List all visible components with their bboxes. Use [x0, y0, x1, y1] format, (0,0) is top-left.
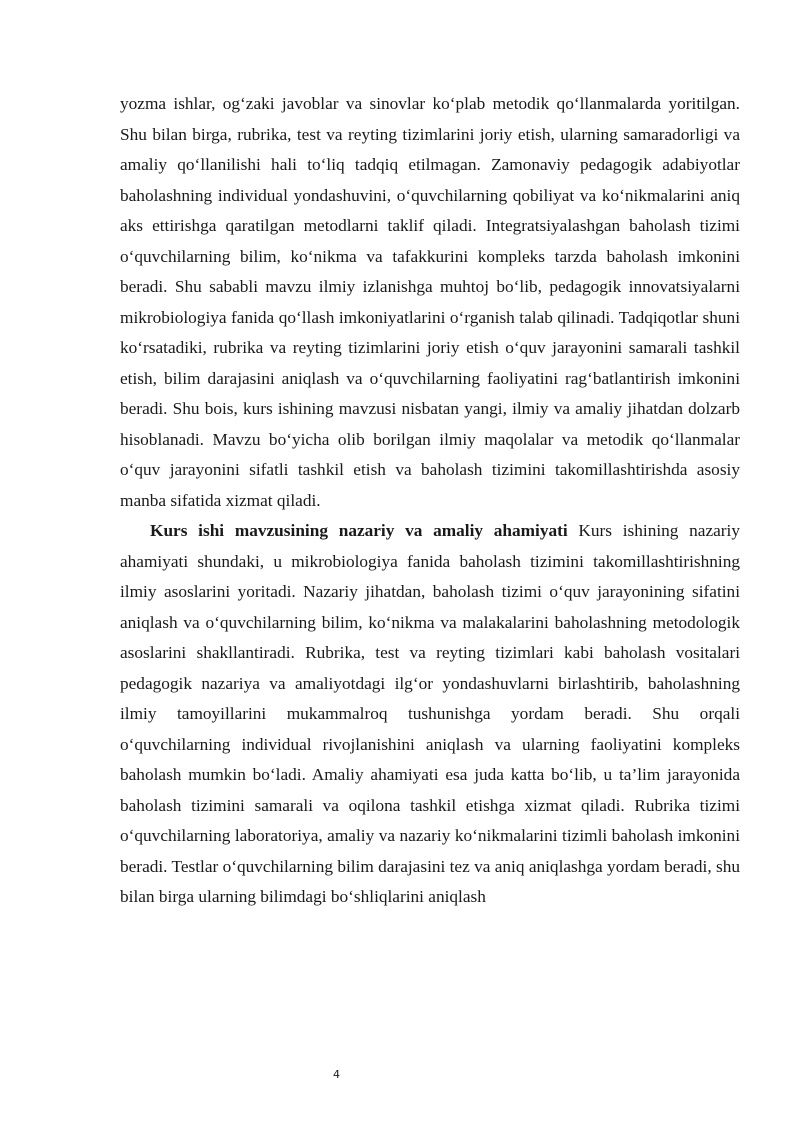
body-text — [120, 89, 740, 913]
page-number: 4 — [333, 1068, 340, 1081]
paragraph-significance-text: Kurs ishining nazariy ahamiyati shundaki, u mikrobiologiya fanida baholash tizimini takomillashtirishning ilmiy asoslarini yoritadi. Nazariy jihatdan, baholash tizimi o‘quv jarayonining sifatini aniqlash va o‘quvchilarning bilim, ko‘nikma va malakalarini baholashning metodologik asoslarini shakllantiradi. Rubrika, test va reyting tizimlari kabi baholash vositalari pedagogik nazariya va amaliyotdagi ilg‘or yondashuvlarni birlashtirib, baholashning ilmiy tamoyillarini mukammalroq tushunishga yordam beradi. Shu orqali o‘quvchilarning individual rivojlanishini aniqlash va ularning faoliyatini kompleks baholash mumkin bo‘ladi. Amaliy ahamiyati esa juda katta bo‘lib, u ta’lim jarayonida baholash tizimini samarali va oqilona tashkil etishga xizmat qiladi. Rubrika tizimi o‘quvchilarning laboratoriya, amaliy va nazariy ko‘nikmalarini tizimli baholash imkonini beradi. Testlar o‘quvchilarning bilim darajasini tez va aniq aniqlashga yordam beradi, shu bilan birga ularning bilimdagi bo‘shliqlarini aniqlash — [120, 521, 740, 906]
paragraph-significance — [120, 516, 740, 913]
section-heading: Kurs ishi mavzusining nazariy va amaliy ahamiyati — [150, 521, 568, 540]
paragraph-continuation: yozma ishlar, og‘zaki javoblar va sinovlar ko‘plab metodik qo‘llanmalarda yoritilgan. Shu bilan birga, rubrika, test va reyting tizimlarini joriy etish, ularning samaradorligi va amaliy qo‘llanilishi hali to‘liq tadqiq etilmagan. Zamonaviy pedagogik adabiyotlar baholashning individual yondashuvini, o‘quvchilarning qobiliyat va ko‘nikmalarini aniq aks ettirishga qaratilgan metodlarni taklif qiladi. Integratsiyalashgan baholash tizimi o‘quvchilarning bilim, ko‘nikma va tafakkurini kompleks tarzda baholash imkonini beradi. Shu sababli mavzu ilmiy izlanishga muhtoj bo‘lib, pedagogik innovatsiyalarni mikrobiologiya fanida qo‘llash imkoniyatlarini o‘rganish talab qilinadi. Tadqiqotlar shuni ko‘rsatadiki, rubrika va reyting tizimlarini joriy etish o‘quv jarayonini samarali tashkil etish, bilim darajasini aniqlash va o‘quvchilarning faoliyatini rag‘batlantirish imkonini beradi. Shu bois, kurs ishining mavzusi nisbatan yangi, ilmiy va amaliy jihatdan dolzarb hisoblanadi. Mavzu bo‘yicha olib borilgan ilmiy maqolalar va metodik qo‘llanmalar o‘quv jarayonini sifatli tashkil etish va baholash tizimini takomillashtirishda asosiy manba sifatida xizmat qiladi. — [120, 94, 740, 510]
